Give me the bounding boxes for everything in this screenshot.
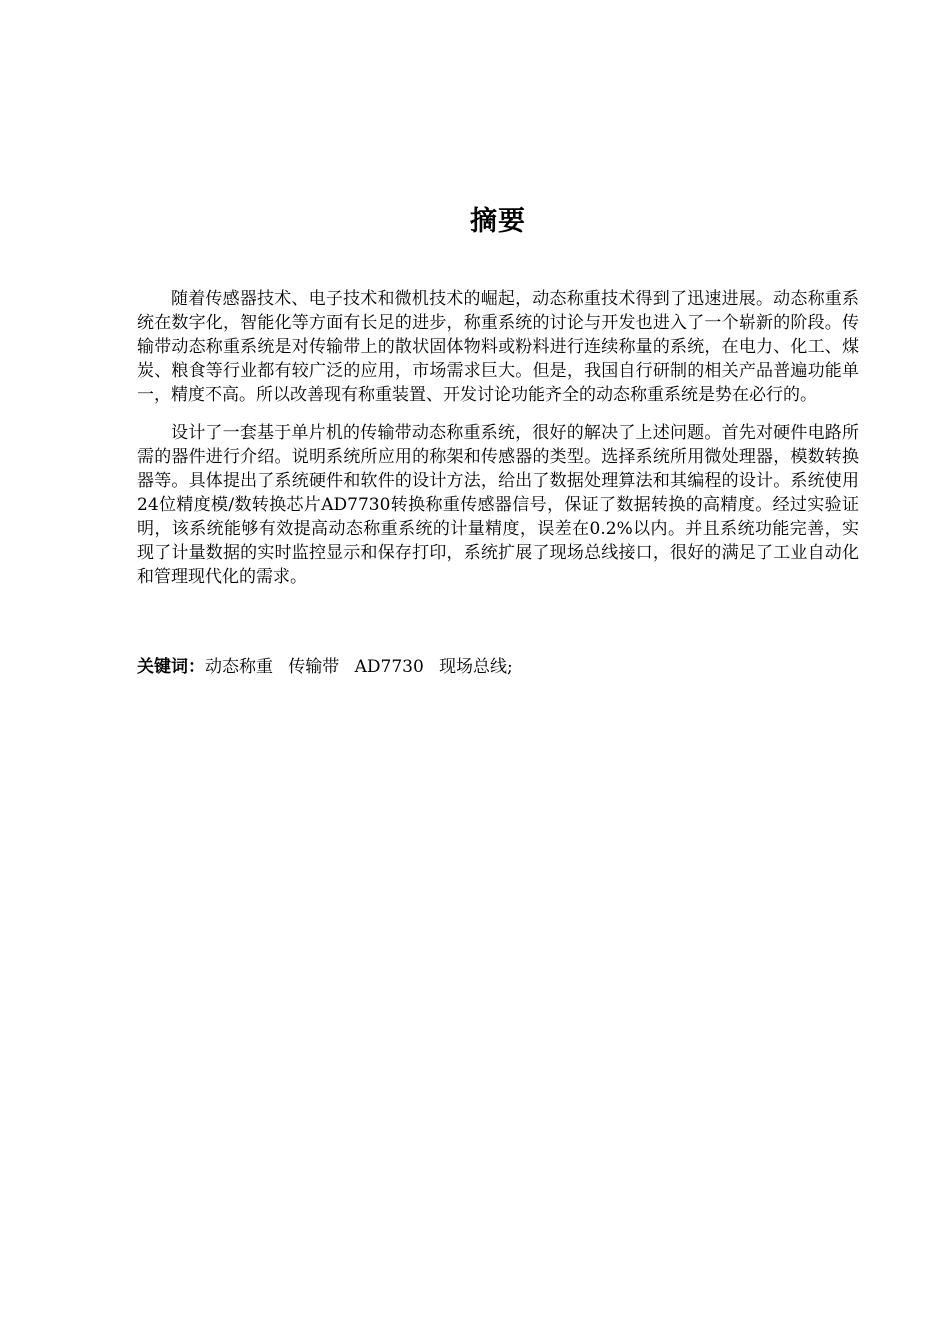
abstract-paragraph-1: 随着传感器技术、电子技术和微机技术的崛起，动态称重技术得到了迅速进展。动态称重系统在数字化，智能化等方面有长足的进步，称重系统的讨论与开发也进入了一个崭新的阶段。传输带动态称重系统是对传输带上的散状固体物料或粉料进行连续称量的系统，在电力、化工、煤炭、粮食等行业都有较广泛的应用，市场需求巨大。但是，我国自行研制的相关产品普遍功能单一，精度不高。所以改善现有称重装置、开发讨论功能齐全的动态称重系统是势在必行的。 [137, 289, 859, 405]
abstract-paragraph-2: 设计了一套基于单片机的传输带动态称重系统，很好的解决了上述问题。首先对硬件电路所需的器件进行介绍。说明系统所应用的称架和传感器的类型。选择系统所用微处理器，模数转换器等。具体提出了系统硬件和软件的设计方法，给出了数据处理算法和其编程的设计。系统使用24位精度模/数转换芯片AD7730转换称重传感器信号，保证了数据转换的高精度。经过实验证明，该系统能够有效提高动态称重系统的计量精度，误差在0.2%以内。并且系统功能完善，实现了计量数据的实时监控显示和保存打印，系统扩展了现场总线接口，很好的满足了工业自动化和管理现代化的需求。 [137, 423, 859, 587]
keywords-line [137, 654, 859, 680]
keyword-item: AD7730 [354, 657, 424, 677]
page-title: 摘要 [470, 206, 526, 237]
keyword-item: 现场总线; [439, 657, 513, 677]
keyword-item: 传输带 [288, 657, 340, 677]
keyword-item: 动态称重 [205, 657, 273, 677]
keywords-label: 关键词： [137, 657, 205, 677]
abstract-body [137, 287, 859, 589]
